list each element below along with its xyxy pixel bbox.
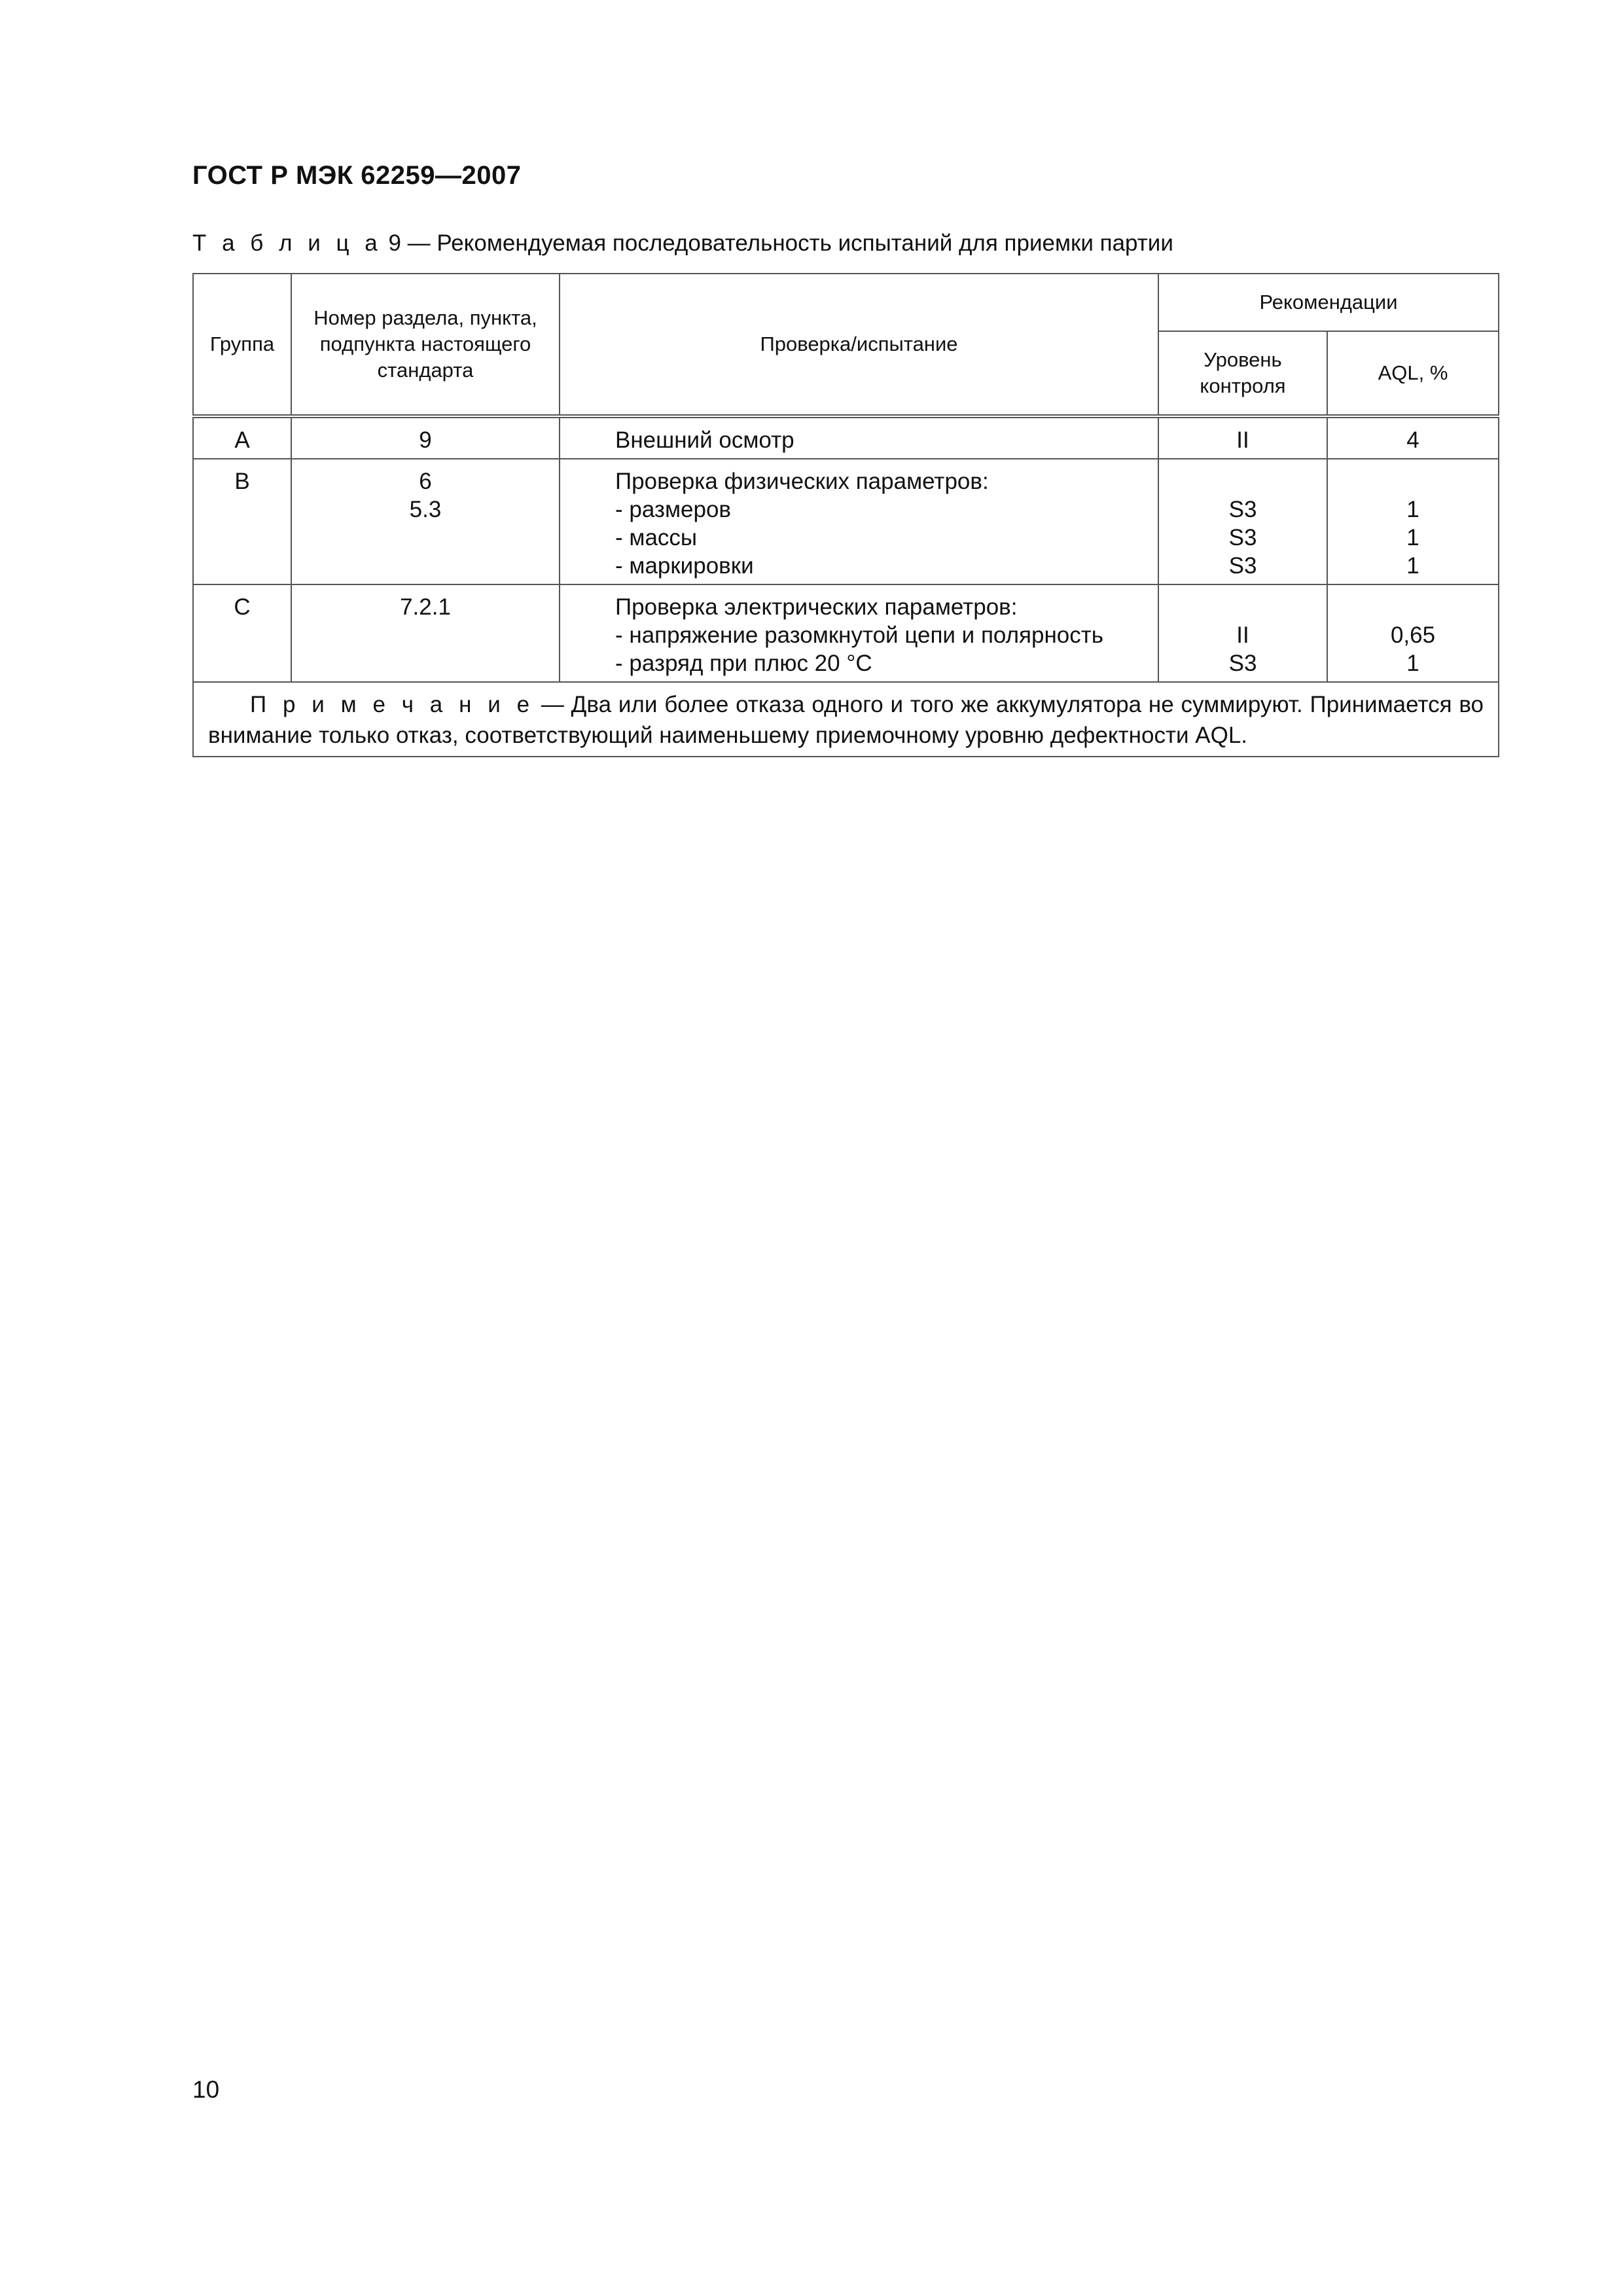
cell-level-line: S3 xyxy=(1228,497,1257,522)
cell-level-line xyxy=(1168,593,1317,621)
cell-test xyxy=(560,459,1158,584)
cell-group xyxy=(193,416,291,459)
note-label: П р и м е ч а н и е xyxy=(250,692,535,717)
cell-group xyxy=(193,459,291,584)
header-section: Номер раздела, пункта, подпункта настоящего стандарта xyxy=(291,274,560,416)
table-body xyxy=(193,416,1499,682)
cell-section-line: 7.2.1 xyxy=(400,594,451,620)
cell-level-line: S3 xyxy=(1228,525,1257,550)
header-test: Проверка/испытание xyxy=(560,274,1158,416)
cell-aql-line xyxy=(1337,467,1489,495)
note-text: — Два или более отказа одного и того же аккумулятора не суммируют. Принимается во внимание только отказ, соответствующий наименьшему приемочному уровню дефектности AQL. xyxy=(208,692,1484,748)
cell-test-line: Проверка электрических параметров: xyxy=(615,594,1018,620)
header-control-level: Уровень контроля xyxy=(1158,331,1327,416)
cell-test-line: - массы xyxy=(615,525,698,550)
cell-section-line: 6 xyxy=(419,469,432,494)
cell-level-line: S3 xyxy=(1228,651,1257,676)
cell-aql-line: 4 xyxy=(1406,427,1419,453)
cell-aql-line: 1 xyxy=(1406,553,1419,579)
table-caption xyxy=(192,230,1173,257)
table-row xyxy=(193,416,1499,459)
cell-aql-line: 1 xyxy=(1406,651,1419,676)
header-group: Группа xyxy=(193,274,291,416)
cell-section-line: 5.3 xyxy=(409,497,442,522)
table-row xyxy=(193,584,1499,682)
cell-test xyxy=(560,584,1158,682)
cell-aql-line xyxy=(1337,593,1489,621)
cell-group-line: A xyxy=(234,427,250,453)
cell-group xyxy=(193,584,291,682)
cell-group-line: B xyxy=(234,469,250,494)
cell-aql xyxy=(1327,584,1499,682)
note-row xyxy=(193,682,1499,757)
cell-test-line: - разряд при плюс 20 °C xyxy=(615,651,872,676)
cell-level xyxy=(1158,584,1327,682)
note-cell xyxy=(193,682,1499,757)
cell-test xyxy=(560,416,1158,459)
document-header: ГОСТ Р МЭК 62259—2007 xyxy=(192,161,522,190)
cell-level xyxy=(1158,416,1327,459)
cell-aql xyxy=(1327,459,1499,584)
cell-level-line xyxy=(1168,467,1317,495)
table-caption-number: 9 xyxy=(388,230,401,256)
cell-test-line: - напряжение разомкнутой цепи и полярность xyxy=(615,622,1104,648)
cell-level xyxy=(1158,459,1327,584)
cell-level-line: II xyxy=(1236,427,1249,453)
cell-aql xyxy=(1327,416,1499,459)
cell-test-line: - маркировки xyxy=(615,553,754,579)
table-caption-text: — Рекомендуемая последовательность испытаний для приемки партии xyxy=(407,230,1173,256)
cell-test-line: - размеров xyxy=(615,497,732,522)
table-caption-label: Т а б л и ц а xyxy=(192,230,382,256)
cell-level-line: II xyxy=(1236,622,1249,648)
cell-aql-line: 1 xyxy=(1406,525,1419,550)
cell-aql-line: 0,65 xyxy=(1390,622,1436,648)
cell-section xyxy=(291,584,560,682)
test-sequence-table xyxy=(192,273,1499,757)
page-number: 10 xyxy=(192,2076,220,2103)
header-aql: AQL, % xyxy=(1327,331,1499,416)
cell-section-line: 9 xyxy=(419,427,432,453)
table-row xyxy=(193,459,1499,584)
cell-section xyxy=(291,416,560,459)
header-recommendations: Рекомендации xyxy=(1158,274,1499,331)
cell-aql-line: 1 xyxy=(1406,497,1419,522)
cell-level-line: S3 xyxy=(1228,553,1257,579)
cell-test-line: Проверка физических параметров: xyxy=(615,469,989,494)
cell-section xyxy=(291,459,560,584)
cell-group-line: C xyxy=(234,594,251,620)
cell-test-line: Внешний осмотр xyxy=(615,427,794,453)
